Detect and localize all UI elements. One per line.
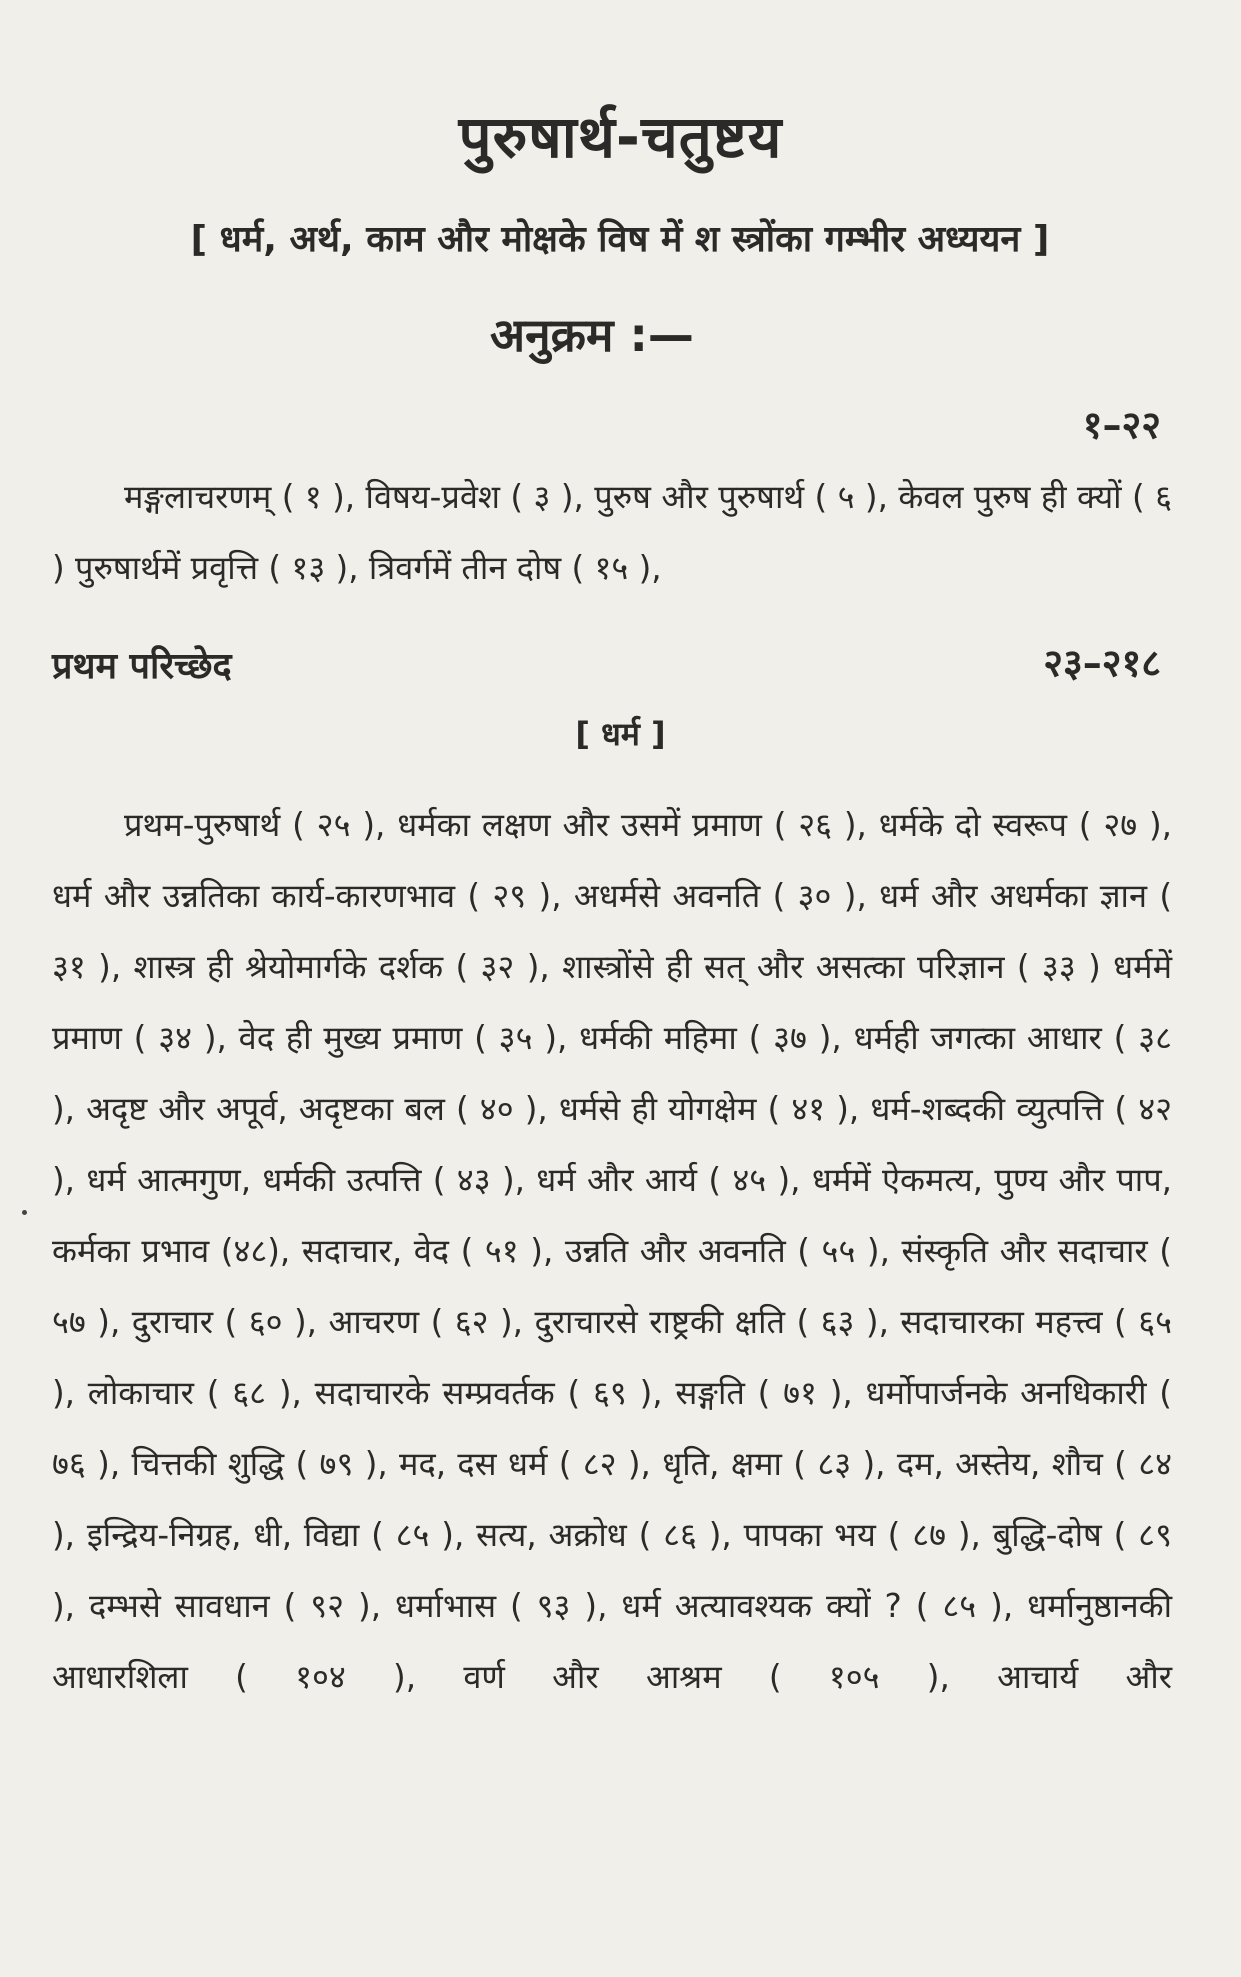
subtitle: [ धर्म, अर्थ, काम और मोक्षके विष में श स्त्रोंका गम्भीर अध्ययन ]: [190, 219, 1050, 260]
section-title: प्रथम परिच्छेद: [52, 646, 232, 687]
intro-page-range: १–२२: [1082, 403, 1161, 447]
intro-contents-paragraph: मङ्गलाचरणम् ( १ ), विषय-प्रवेश ( ३ ), पुरुष और पुरुषार्थ ( ५ ), केवल पुरुष ही क्यों ( ६ ) पुरुषार्थमें प्रवृत्ति ( १३ ), त्रिवर्गमें तीन दोष ( १५ ),: [52, 478, 1172, 587]
index-heading: अनुक्रम :—: [490, 308, 694, 362]
section-page-range: २३–२१८: [1043, 641, 1161, 685]
section-contents-paragraph: प्रथम-पुरुषार्थ ( २५ ), धर्मका लक्षण और उसमें प्रमाण ( २६ ), धर्मके दो स्वरूप ( २७ ), धर्म और उन्नतिका कार्य-कारणभाव ( २९ ), अधर्मसे अवनति ( ३० ), धर्म और अधर्मका ज्ञान ( ३१ ), शास्त्र ही श्रेयोमार्गके दर्शक ( ३२ ), शास्त्रोंसे ही सत् और असत्का परिज्ञान ( ३३ ) धर्ममें प्रमाण ( ३४ ), वेद ही मुख्य प्रमाण ( ३५ ), धर्मकी महिमा ( ३७ ), धर्मही जगत्का आधार ( ३८ ), अदृष्ट और अपूर्व, अदृष्टका बल ( ४० ), धर्मसे ही योगक्षेम ( ४१ ), धर्म-शब्दकी व्युत्पत्ति ( ४२ ), धर्म आत्मगुण, धर्मकी उत्पत्ति ( ४३ ), धर्म और आर्य ( ४५ ), धर्ममें ऐकमत्य, पुण्य और पाप, कर्मका प्रभाव (४८), सदाचार, वेद ( ५१ ), उन्नति और अवनति ( ५५ ), संस्कृति और सदाचार ( ५७ ), दुराचार ( ६० ), आचरण ( ६२ ), दुराचारसे राष्ट्रकी क्षति ( ६३ ), सदाचारका महत्त्व ( ६५ ), लोकाचार ( ६८ ), सदाचारके सम्प्रवर्तक ( ६९ ), सङ्गति ( ७१ ), धर्मोपार्जनके अनधिकारी ( ७६ ), चित्तकी शुद्धि ( ७९ ), मद, दस धर्म ( ८२ ), धृति, क्षमा ( ८३ ), दम, अस्तेय, शौच ( ८४ ), इन्द्रिय-निग्रह, धी, विद्या ( ८५ ), सत्य, अक्रोध ( ८६ ), पापका भय ( ८७ ), बुद्धि-दोष ( ८९ ), दम्भसे सावधान ( ९२ ), धर्माभास ( ९३ ), धर्म अत्यावश्यक क्यों ? ( ८५ ), धर्मानुष्ठानकी आधारशिला ( १०४ ), वर्ण और आश्रम ( १०५ ), आचार्य और: [52, 806, 1172, 1696]
stray-mark: [22, 1210, 27, 1215]
section-subject: [ धर्म ]: [575, 715, 666, 753]
page-title: पुरुषार्थ-चतुष्टय: [458, 103, 783, 171]
